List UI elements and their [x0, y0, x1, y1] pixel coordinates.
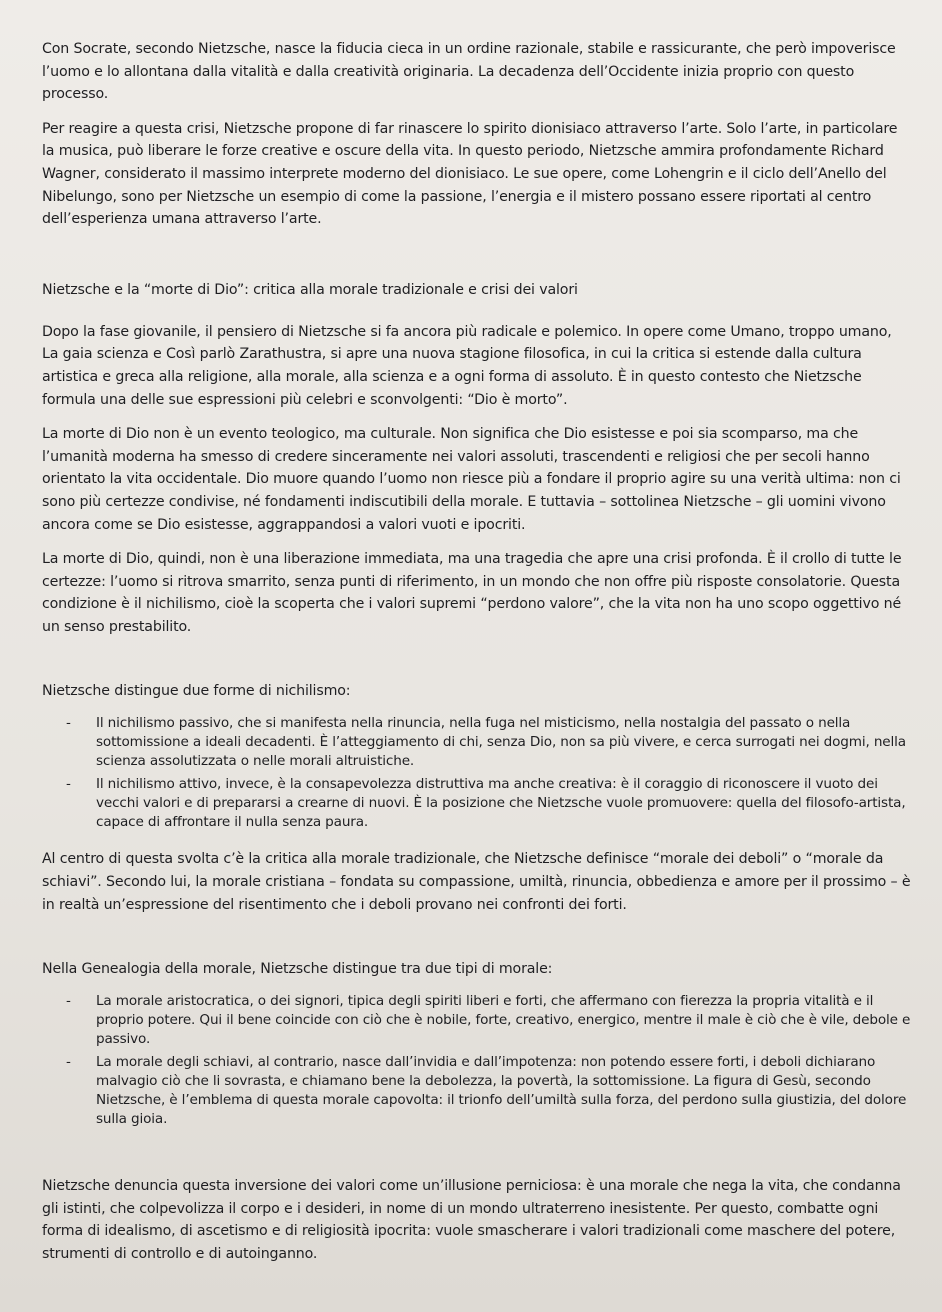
list-item: - La morale degli schiavi, al contrario, nasce dall’invidia e dall’impotenza: non potendo essere forti, i deboli dichiarano malvagio ciò che li sovrasta, e chiamano bene la debolezza, la povertà, la sottomissione. La figura di Gesù, secondo Nietzsche, è l’emblema di questa morale capovolta: il trionfo dell’umiltà sulla forza, del perdono sulla giustizia, del dolore sulla gioia. — [96, 1053, 912, 1129]
paragraph-inversion-of-values: Nietzsche denuncia questa inversione dei valori come un’illusione perniciosa: è una morale che nega la vita, che condanna gli istinti, che colpevolizza il corpo e i desideri, in nome di un mondo ultraterreno inesistente. Per questo, combatte ogni forma di idealismo, di ascetismo e di religiosità ipocrita: vuole smascherare i valori tradizionali come maschere del potere, strumenti di controllo e di autoinganno. — [42, 1178, 901, 1263]
paragraph-morality-critique: Al centro di questa svolta c’è la critica alla morale tradizionale, che Nietzsche definisce “morale dei deboli” o “morale da schiavi”. Secondo lui, la morale cristiana – fondata su compassione, umiltà, rinuncia, obbedienza e amore per il prossimo – è in realtà un’espressione del risentimento che i deboli provano nei confronti dei forti. — [42, 851, 911, 913]
paragraph-nihilism-crisis: La morte di Dio, quindi, non è una liberazione immediata, ma una tragedia che apre una crisi profonda. È il crollo di tutte le certezze: l’uomo si ritrova smarrito, senza punti di riferimento, in un mondo che non offre più risposte consolatorie. Questa condizione è il nichilismo, cioè la scoperta che i valori supremi “perdono valore”, che la vita non ha uno scopo oggettivo né un senso prestabilito. — [42, 551, 902, 635]
paragraph-death-of-god-cultural: La morte di Dio non è un evento teologico, ma culturale. Non significa che Dio esistesse e poi sia scomparso, ma che l’umanità moderna ha smesso di credere sinceramente nei valori assoluti, trascendenti e religiosi che per secoli hanno orientato la vita occidentale. Dio muore quando l’uomo non riesce più a fondare il proprio agire su una verità ultima: non ci sono più certezze condivise, né fondamenti indiscutibili della morale. E tuttavia – sottolinea Nietzsche – gli uomini vivono ancora come se Dio esistesse, aggrappandosi a valori vuoti e ipocriti. — [42, 426, 901, 533]
list-item: - Il nichilismo passivo, che si manifesta nella rinuncia, nella fuga nel misticismo, nella nostalgia del passato o nella sottomissione a ideali decadenti. È l’atteggiamento di chi, senza Dio, non sa più vivere, e cerca surrogati nei dogmi, nella scienza assolutizzata o nelle morali altruistiche. — [96, 714, 912, 771]
morality-types-list — [42, 992, 912, 1129]
nihilism-forms-list — [42, 714, 912, 832]
list-item: - La morale aristocratica, o dei signori, tipica degli spiriti liberi e forti, che affermano con fierezza la propria vitalità e il proprio potere. Qui il bene coincide con ciò che è nobile, forte, creativo, energico, mentre il male è ciò che è vile, debole e passivo. — [96, 992, 912, 1049]
genealogy-heading: Nella Genealogia della morale, Nietzsche distingue tra due tipi di morale: — [42, 961, 553, 978]
paragraph-socrates: Con Socrate, secondo Nietzsche, nasce la fiducia cieca in un ordine razionale, stabile e rassicurante, che però impoverisce l’uomo e lo allontana dalla vitalità e dalla creatività originaria. La decadenza dell’Occidente inizia proprio con questo processo. — [42, 41, 896, 103]
paragraph-radical-phase: Dopo la fase giovanile, il pensiero di Nietzsche si fa ancora più radicale e polemico. In opere come Umano, troppo umano, La gaia scienza e Così parlò Zarathustra, si apre una nuova stagione filosofica, in cui la critica si estende dalla cultura artistica e greca alla religione, alla morale, alla scienza e a ogni forma di assoluto. È in questo contesto che Nietzsche formula una delle sue espressioni più celebri e sconvolgenti: “Dio è morto”. — [42, 323, 892, 408]
list-item: - Il nichilismo attivo, invece, è la consapevolezza distruttiva ma anche creativa: è il coraggio di riconoscere il vuoto dei vecchi valori e di prepararsi a crearne di nuovi. È la posizione che Nietzsche vuole promuovere: quella del filosofo-artista, capace di affrontare il nulla senza paura. — [96, 775, 912, 832]
section-heading-death-of-god: Nietzsche e la “morte di Dio”: critica alla morale tradizionale e crisi dei valori — [42, 281, 578, 298]
nihilism-forms-heading: Nietzsche distingue due forme di nichilismo: — [42, 683, 351, 700]
paragraph-dionysian-art: Per reagire a questa crisi, Nietzsche propone di far rinascere lo spirito dionisiaco attraverso l’arte. Solo l’arte, in particolare la musica, può liberare le forze creative e oscure della vita. In questo periodo, Nietzsche ammira profondamente Richard Wagner, considerato il massimo interprete moderno del dionisiaco. Le sue opere, come Lohengrin e il ciclo dell’Anello del Nibelungo, sono per Nietzsche un esempio di come la passione, l’energia e il mistero possano essere riportati al centro dell’esperienza umana attraverso l’arte. — [42, 120, 898, 228]
